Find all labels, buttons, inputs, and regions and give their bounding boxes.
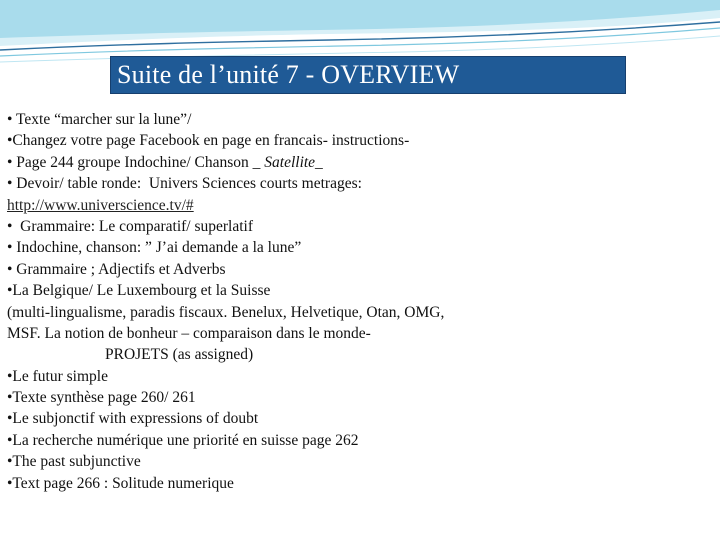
- list-item: • Indochine, chanson: ” J’ai demande a la lune”: [7, 239, 302, 257]
- list-item: •Texte synthèse page 260/ 261: [7, 389, 196, 407]
- list-item: •The past subjunctive: [7, 453, 141, 471]
- list-item: •Le subjonctif with expressions of doubt: [7, 410, 259, 428]
- list-item: •Changez votre page Facebook en page en francais- instructions-: [7, 132, 410, 150]
- list-item: • Devoir/ table ronde: Univers Sciences courts metrages:: [7, 175, 362, 193]
- url-link-line: [7, 195, 713, 216]
- slide-content: [7, 109, 713, 494]
- list-item: • Page 244 groupe Indochine/ Chanson _ Satellite_: [7, 153, 323, 171]
- list-item: •La Belgique/ Le Luxembourg et la Suisse: [7, 282, 271, 300]
- song-title-italic: Satellite_: [264, 153, 323, 171]
- title-bar: [110, 56, 626, 94]
- list-item: •Le futur simple: [7, 367, 108, 385]
- list-item: • Grammaire ; Adjectifs et Adverbs: [7, 260, 226, 278]
- projects-heading: PROJETS (as assigned): [105, 346, 254, 364]
- list-item-continuation: MSF. La notion de bonheur – comparaison dans le monde-: [7, 324, 371, 342]
- slide-title: Suite de l’unité 7 - OVERVIEW: [117, 60, 460, 89]
- universcience-link[interactable]: http://www.universcience.tv/#: [7, 196, 194, 214]
- list-item: • Texte “marcher sur la lune”/: [7, 111, 192, 128]
- list-item: • Grammaire: Le comparatif/ superlatif: [7, 217, 254, 235]
- list-item: •La recherche numérique une priorité en suisse page 262: [7, 431, 359, 449]
- list-item-continuation: (multi-lingualisme, paradis fiscaux. Benelux, Helvetique, Otan, OMG,: [7, 303, 445, 321]
- list-item: •Text page 266 : Solitude numerique: [7, 474, 234, 492]
